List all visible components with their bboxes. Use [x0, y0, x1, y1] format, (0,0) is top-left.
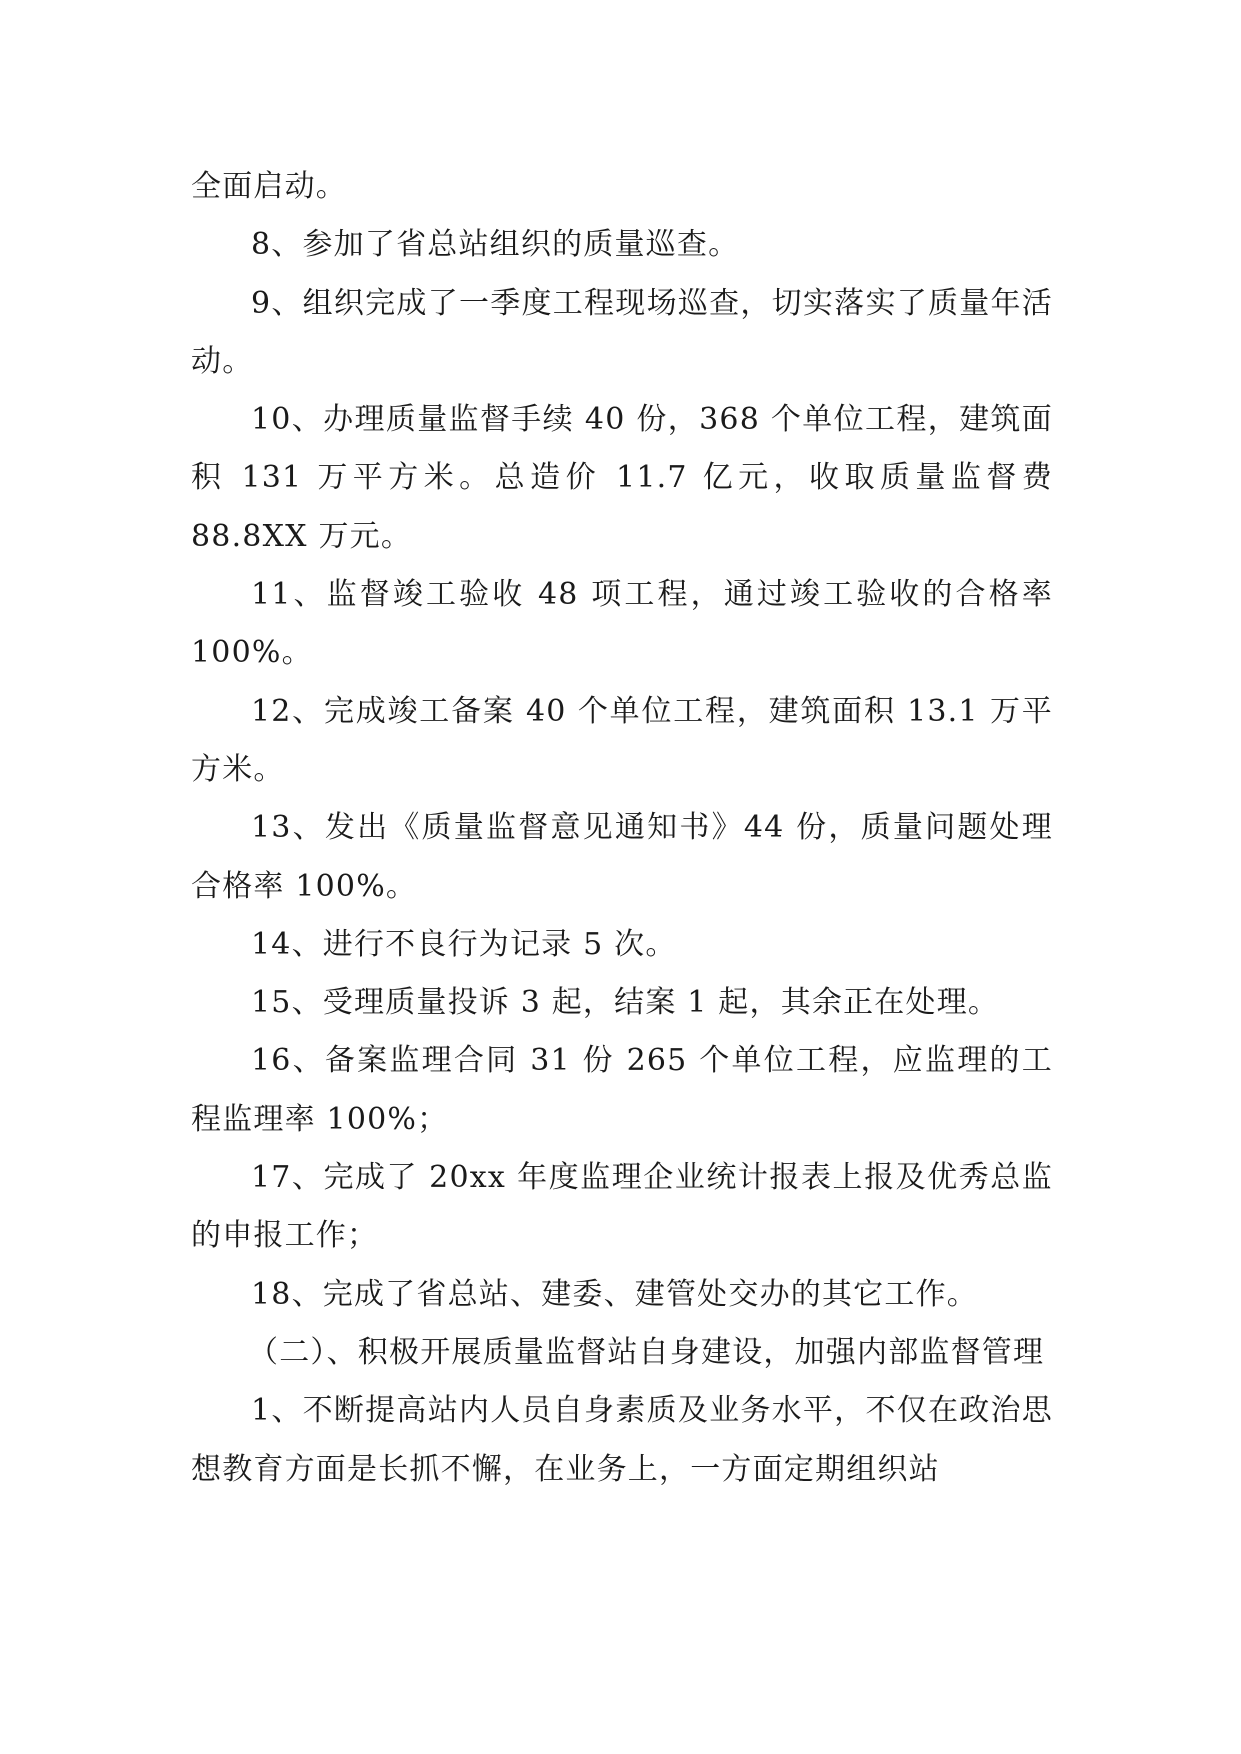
paragraph-continuation: 全面启动。 [191, 169, 347, 204]
document-body [191, 158, 1053, 1499]
paragraph-subitem-1: 1、不断提高站内人员自身素质及业务水平，不仅在政治思想教育方面是长抓不懈，在业务上，一方面定期组织站 [191, 1393, 1053, 1487]
paragraph-item-13: 13、发出《质量监督意见通知书》44 份，质量问题处理合格率 100%。 [191, 810, 1053, 904]
paragraph-item-10: 10、办理质量监督手续 40 份，368 个单位工程，建筑面积 131 万平方米。总造价 11.7 亿元，收取质量监督费 88.8XX 万元。 [191, 402, 1053, 554]
paragraph-item-18: 18、完成了省总站、建委、建管处交办的其它工作。 [251, 1276, 978, 1312]
paragraph-item-11: 11、监督竣工验收 48 项工程，通过竣工验收的合格率 100%。 [191, 577, 1053, 671]
paragraph-item-15: 15、受理质量投诉 3 起，结案 1 起，其余正在处理。 [251, 985, 1000, 1021]
paragraph-item-16: 16、备案监理合同 31 份 265 个单位工程，应监理的工程监理率 100%； [191, 1043, 1053, 1137]
paragraph-item-17: 17、完成了 20xx 年度监理企业统计报表上报及优秀总监的申报工作； [191, 1160, 1053, 1254]
paragraph-item-8: 8、参加了省总站组织的质量巡查。 [251, 227, 740, 263]
paragraph-item-9: 9、组织完成了一季度工程现场巡查，切实落实了质量年活动。 [191, 285, 1053, 379]
section-heading: （二）、积极开展质量监督站自身建设，加强内部监督管理 [248, 1334, 1045, 1370]
paragraph-item-12: 12、完成竣工备案 40 个单位工程，建筑面积 13.1 万平方米。 [191, 693, 1053, 787]
paragraph-item-14: 14、进行不良行为记录 5 次。 [251, 926, 677, 962]
